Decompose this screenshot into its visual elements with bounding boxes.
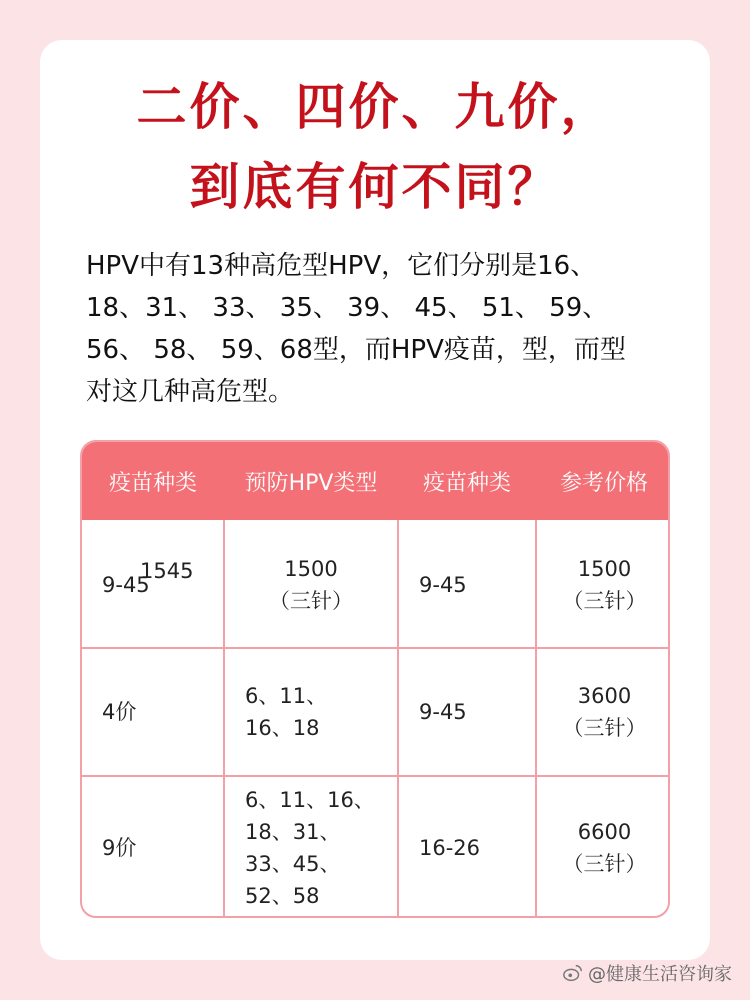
row-3-age: 16-26 (419, 835, 481, 860)
table-row-3-cell-1 (82, 777, 223, 918)
intro-line-4: 对这几种高危型。 (86, 377, 295, 407)
row-3-type-line: 6、11、16、 (245, 787, 375, 812)
row-1-type-line: 1500 (284, 556, 338, 581)
content-card (40, 40, 710, 960)
header-cell-1: 疫苗种类 (108, 470, 197, 496)
table-row-1-cell-4 (537, 522, 670, 647)
row-1-age-range: 9-45 (102, 572, 150, 597)
row-3-vaccine: 9价 (102, 835, 137, 860)
table-row-2-cell-2 (225, 649, 397, 775)
table-row-1-cell-2 (225, 522, 397, 647)
row-1-type-line: （三针） (269, 588, 353, 613)
table-row-3-cell-4 (537, 777, 670, 918)
row-2-type-line: 6、11、 (245, 684, 328, 708)
row-3-type-line: 52、58 (245, 883, 320, 908)
row-2-price: 3600 (577, 684, 632, 708)
row-2-price-note: （三针） (562, 716, 647, 740)
table-row-3-cell-3 (399, 777, 535, 918)
row-3-price-note: （三针） (562, 851, 647, 876)
table-row-2-cell-1 (82, 649, 223, 775)
table-row-2-cell-3 (399, 649, 535, 775)
row-1-age: 9-45 (419, 572, 467, 597)
row-3-type-line: 18、31、 (245, 819, 341, 844)
watermark (562, 960, 732, 986)
watermark-text: @健康生活咨询家 (588, 964, 732, 985)
table-row-1-cell-3 (399, 522, 535, 647)
header-cell-4: 参考价格 (559, 470, 648, 496)
table-header (82, 442, 668, 520)
row-3-type-line: 33、45、 (245, 851, 341, 876)
row-2-vaccine: 4价 (102, 700, 137, 724)
row-3-price: 6600 (577, 819, 632, 844)
intro-line-1: HPV中有13种高危型HPV，它们分别是16、 (86, 251, 597, 281)
row-1-price-note: （三针） (562, 588, 647, 613)
table-row-3-cell-2 (225, 777, 397, 918)
row-1-overlay-text: 1545 (140, 558, 194, 583)
header-cell-2: 预防HPV类型 (244, 470, 378, 496)
row-1-price: 1500 (577, 556, 632, 581)
row-2-type-line: 16、18 (245, 716, 320, 740)
header-cell-3: 疫苗种类 (422, 470, 511, 496)
table-row-2-cell-4 (537, 649, 670, 775)
intro-line-3: 56、 58、 59、68型，而HPV疫苗，型，而型 (86, 335, 626, 365)
intro-line-2: 18、31、 33、 35、 39、 45、 51、 59、 (86, 293, 609, 323)
vaccine-table (80, 440, 670, 918)
table-row-1-cell-1 (82, 522, 223, 647)
title-line-1: 二价、四价、九价， (136, 78, 614, 136)
weibo-icon (562, 962, 584, 984)
title-line-2: 到底有何不同？ (189, 158, 561, 216)
row-2-age: 9-45 (419, 700, 467, 724)
intro-paragraph (86, 245, 676, 413)
